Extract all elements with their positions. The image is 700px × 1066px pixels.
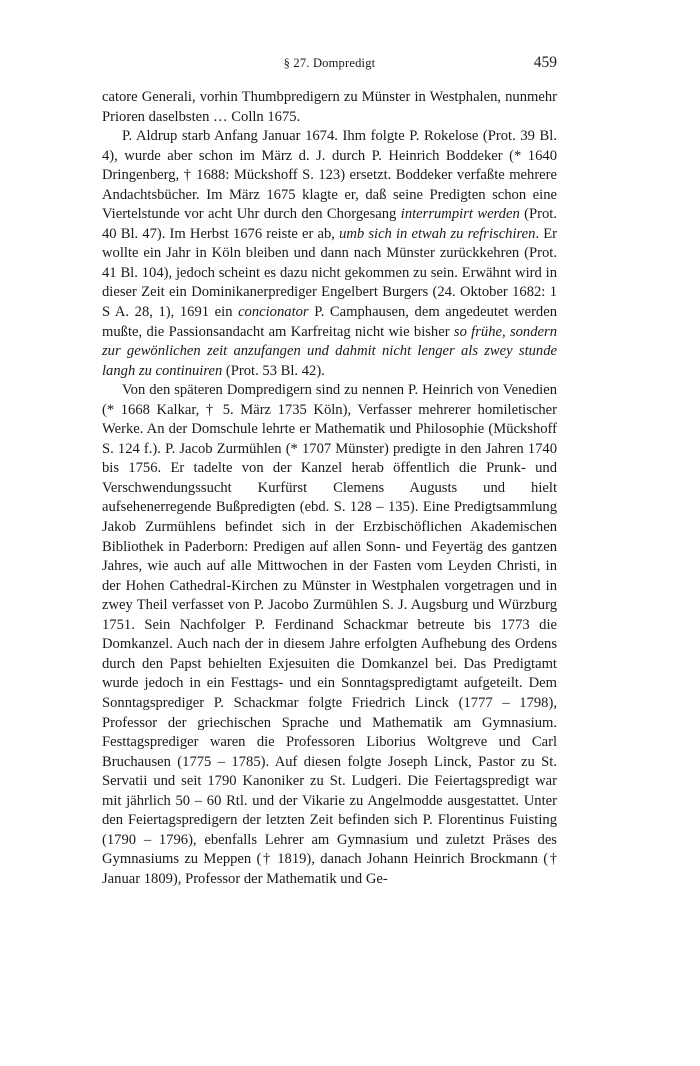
- text-segment: (Prot. 53 Bl. 42).: [222, 362, 325, 379]
- text-segment: Von den späteren Dompredigern sind zu nennen P. Heinrich von Venedien (* 1668 Kalkar, † 5. März 1735 Köln), Verfasser mehrerer homiletischer Werke. An der Domschule lehrte er Mathematik und Philosophie (Mückshoff S. 124 f.). P. Jacob Zurmühlen (* 1707 Münster) predigte in den Jahren 1740 bis 1756. Er tadelte von der Kanzel herab öffentlich die Prunk- und Verschwendungssucht Kurfürst Clemens Augusts und hielt aufsehenerregende Bußpredigten (ebd. S. 128 – 135). Eine Predigtsammlung Jakob Zurmühlens befindet sich in der Erzbischöflichen Akademischen Bibliothek in Paderborn: Predigen auf allen Sonn- und Feyertäg des gantzen Jahres, wie auch auf alle Mittwochen in der Fasten vom Leyden Christi, in der Hohen Cathedral-Kirchen zu Münster in Westphalen vorgetragen und in zwey Theil verfasset von P. Jacobo Zurmühlen S. J. Augsburg und Würzburg 1751. Sein Nachfolger P. Ferdinand Schackmar betreute bis 1773 die Domkanzel. Auch nach der in diesem Jahre erfolgten Aufhebung des Ordens durch den Papst behielten Exjesuiten die Domkanzel bei. Das Predigtamt wurde jedoch in ein Festtags- und ein Sonntagspredigtamt aufgeteilt. Dem Sonntagsprediger P. Schackmar folgte Friedrich Linck (1777 – 1798), Professor der griechischen Sprache und Mathematik am Gymnasium. Festtagsprediger waren die Professoren Liborius Woltgreve und Carl Bruchausen (1775 – 1785). Auf diesen folgte Joseph Linck, Pastor zu St. Servatii und seit 1790 Kanoniker zu St. Ludgeri. Die Feiertagspredigt war mit jährlich 50 – 60 Rtl. und der Vikarie zu Angelmodde ausgestattet. Unter den Feiertagspredigern der letzten Zeit befinden sich P. Florentinus Fuisting (1790 – 1796), ebenfalls Lehrer am Gymnasium und zuletzt Präses des Gymnasiums zu Meppen († 1819), danach Johann Heinrich Brockmann († Januar 1809), Professor der Mathematik und Ge-: [102, 382, 557, 887]
- text-segment: catore Generali, vorhin Thumbpredigern zu Münster in Westphalen, nunmehr Prioren daselbsten … Colln 1675.: [102, 89, 557, 125]
- text-segment: P. Camphausen, dem angedeutet werden mußte, die Passionsandacht am Karfreitag nicht wie bisher: [102, 304, 557, 340]
- paragraph: [102, 127, 557, 381]
- text-segment: . Er wollte ein Jahr in Köln bleiben und dann nach Münster zurückkehren (Prot. 41 Bl. 104), jedoch scheint es dazu nicht gekommen zu sein. Erwähnt wird in dieser Zeit ein Dominikanerprediger Engelbert Burgers (24. Oktober 1682: 1 S A. 28, 1), 1691 ein: [102, 225, 558, 321]
- section-title: § 27. Dompredigt: [283, 56, 376, 70]
- paragraph: [102, 381, 557, 889]
- italic-quote: umb sich in etwah zu refrischiren: [339, 225, 536, 242]
- text-segment: P. Aldrup starb Anfang Januar 1674. Ihm folgte P. Rokelose (Prot. 39 Bl. 4), wurde aber schon im März d. J. durch P. Heinrich Boddeker (* 1640 Dringenberg, † 1688: Mückshoff S. 123) ersetzt. Boddeker verfaßte mehrere Andachtsbücher. Im März 1675 klagte er, daß seine Predigten schon eine Viertelstunde vor acht Uhr durch den Chorgesang: [102, 128, 557, 223]
- running-header: [102, 56, 557, 76]
- text-segment: (Prot. 40 Bl. 47). Im Herbst 1676 reiste er ab,: [102, 206, 558, 242]
- italic-quote: so frühe, sondern zur gewönlichen zeit anzufangen und dahmit nicht lenger als zwey stunde langh zu continuiren: [102, 323, 557, 379]
- italic-quote: concionator: [238, 304, 309, 321]
- paragraph: [102, 88, 557, 127]
- page-number: 459: [533, 54, 557, 71]
- body-text: [102, 88, 557, 889]
- italic-quote: interrumpirt werden: [400, 206, 520, 223]
